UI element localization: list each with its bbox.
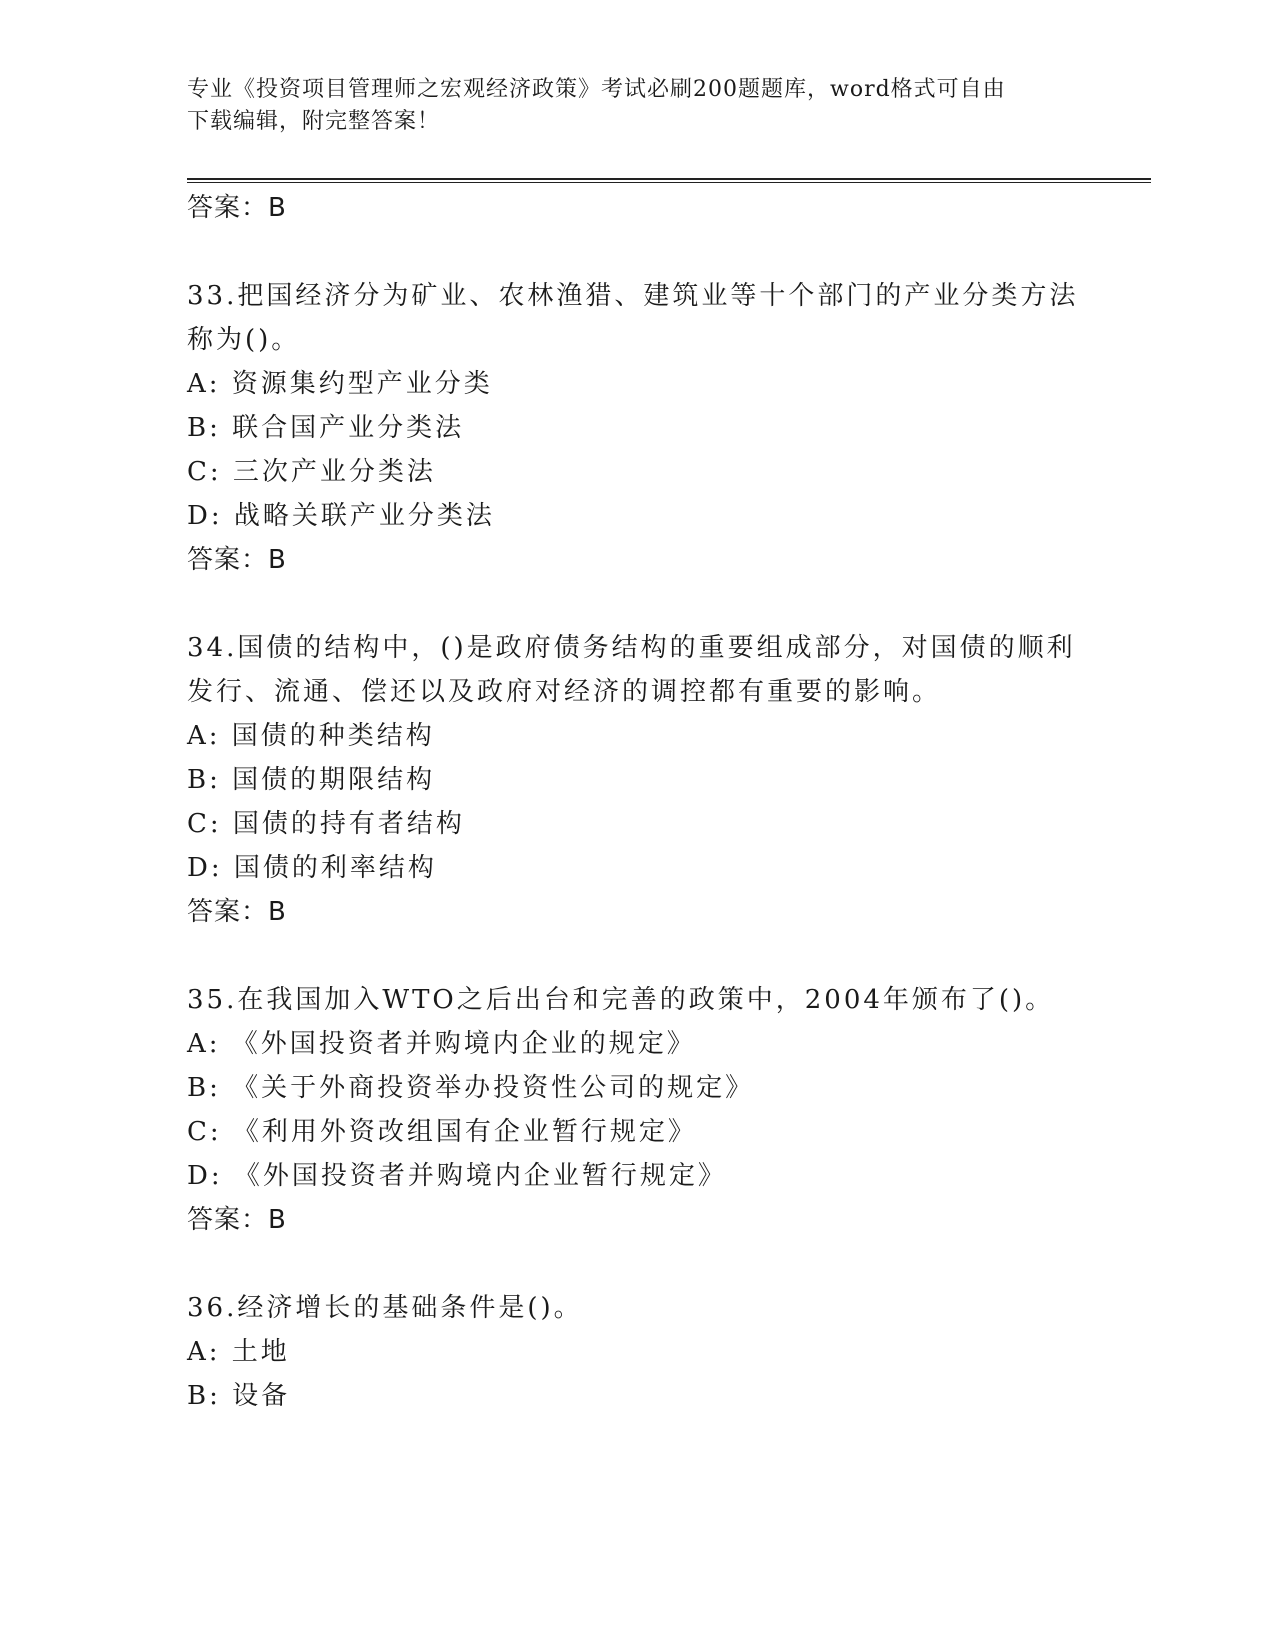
question-33-option-b: B: 联合国产业分类法 [187,413,465,443]
question-36-option-a: A: 土地 [187,1337,290,1367]
question-34-option-c: C: 国债的持有者结构 [187,809,465,839]
question-33-text-line-1: 33.把国经济分为矿业、农林渔猎、建筑业等十个部门的产业分类方法 [187,281,1079,311]
question-33-option-d: D: 战略关联产业分类法 [187,501,495,531]
header-divider-thin [187,182,1151,183]
question-34-text-line-2: 发行、流通、偿还以及政府对经济的调控都有重要的影响。 [187,677,942,707]
question-36-option-b: B: 设备 [187,1381,291,1411]
question-36-text: 36.经济增长的基础条件是()。 [187,1293,583,1323]
document-header [187,74,1067,138]
question-35-option-a: A: 《外国投资者并购境内企业的规定》 [187,1029,696,1059]
answer-prev: 答案：B [187,193,287,223]
question-33-option-a: A: 资源集约型产业分类 [187,369,493,399]
question-34-option-d: D: 国债的利率结构 [187,853,437,883]
header-divider-thick [187,178,1151,180]
question-35-option-d: D: 《外国投资者并购境内企业暂行规定》 [187,1161,727,1191]
question-35-option-b: B: 《关于外商投资举办投资性公司的规定》 [187,1073,755,1103]
question-34-text-line-1: 34.国债的结构中，()是政府债务结构的重要组成部分，对国债的顺利 [187,633,1076,663]
header-line-1: 专业《投资项目管理师之宏观经济政策》考试必刷200题题库，word格式可自由 [187,77,1006,102]
question-35-answer: 答案：B [187,1205,287,1235]
question-34-answer: 答案：B [187,897,287,927]
question-33-option-c: C: 三次产业分类法 [187,457,436,487]
question-33-text-line-2: 称为()。 [187,325,301,355]
question-34-option-a: A: 国债的种类结构 [187,721,435,751]
question-35-option-c: C: 《利用外资改组国有企业暂行规定》 [187,1117,697,1147]
header-line-2: 下载编辑，附完整答案！ [187,109,441,134]
question-33-answer: 答案：B [187,545,287,575]
question-34-option-b: B: 国债的期限结构 [187,765,436,795]
question-35-text: 35.在我国加入WTO之后出台和完善的政策中，2004年颁布了()。 [187,985,1055,1015]
